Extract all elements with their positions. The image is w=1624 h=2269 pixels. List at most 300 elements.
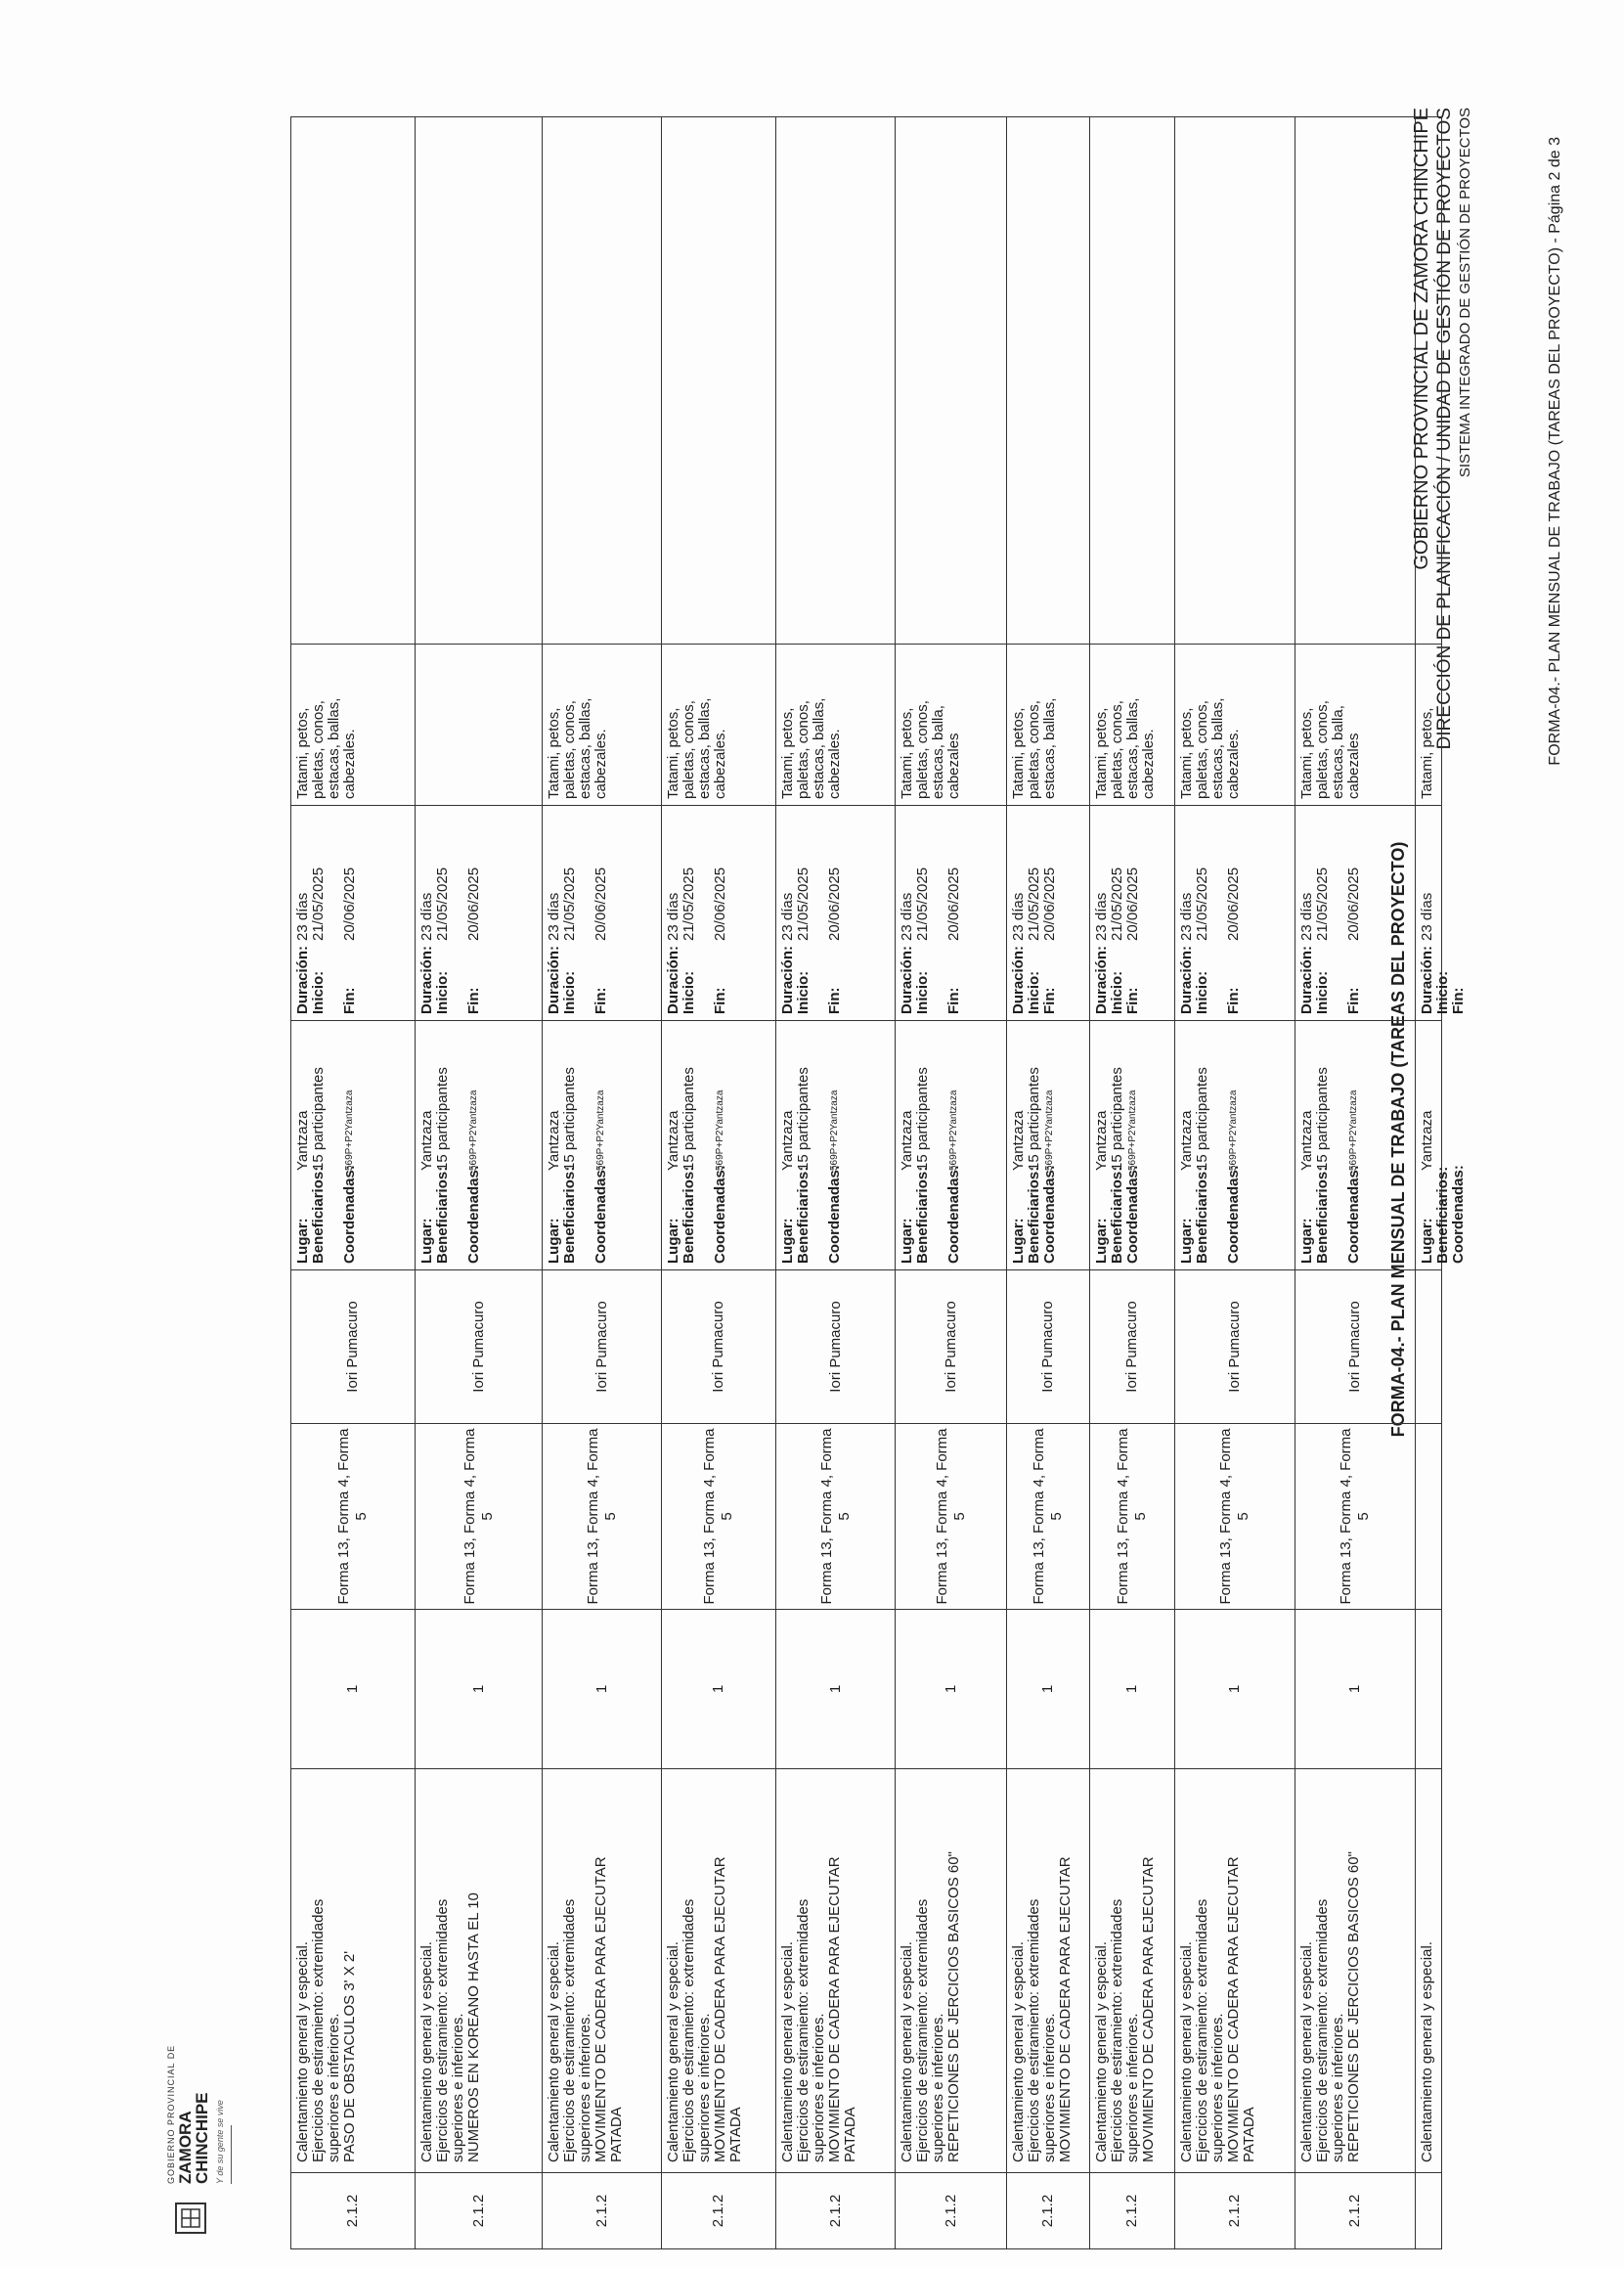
activity-line: REPETICIONES DE JERCICIOS BASICOS 60"	[1345, 1851, 1362, 2162]
activity-line: Calentamiento general y especial.	[899, 1941, 915, 2162]
coordenadas-label: Coordenadas:	[1225, 1165, 1242, 1264]
logo-name-line1: ZAMORA	[176, 2111, 195, 2184]
inicio-value: 21/05/2025	[1026, 867, 1042, 941]
duracion-value: 23 días	[546, 892, 562, 941]
responsible-cell: Iori Pumacuro	[776, 1270, 895, 1424]
responsible-cell: Iori Pumacuro	[416, 1270, 542, 1424]
fin-label: Fin:	[1124, 987, 1141, 1014]
quantity-cell: 1	[416, 1610, 542, 1769]
location-cell	[776, 1021, 895, 1270]
material-line: Tatami, petos,	[546, 707, 562, 799]
observations-cell	[776, 117, 895, 645]
lugar-value: Yantzaza	[294, 1110, 311, 1171]
coordenadas-label: Coordenadas:	[945, 1165, 962, 1264]
activity-cell	[1416, 1769, 1441, 2173]
logo-underline	[231, 2125, 232, 2184]
duracion-label: Duración:	[294, 945, 311, 1014]
lugar-value: Yantzaza	[1419, 1110, 1435, 1171]
beneficiarios-label: Beneficiarios:	[1109, 1166, 1125, 1264]
beneficiarios-label: Beneficiarios:	[1194, 1166, 1210, 1264]
observations-cell	[1175, 117, 1295, 645]
activity-line: MOVIMIENTO DE CADERA PARA EJECUTAR	[1057, 1856, 1074, 2162]
logo-caption: GOBIERNO PROVINCIAL DE	[166, 2044, 176, 2184]
inicio-label: Inicio:	[310, 970, 327, 1014]
coordenadas-label: Coordenadas:	[826, 1165, 843, 1264]
materials-cell	[416, 645, 542, 806]
material-line: estacas, balla,	[930, 705, 946, 799]
responsible-cell: Iori Pumacuro	[543, 1270, 661, 1424]
activity-line: NUMEROS EN KOREANO HASTA EL 10	[465, 1892, 482, 2162]
location-cell	[1090, 1021, 1174, 1270]
coordenadas-label: Coordenadas:	[341, 1165, 358, 1264]
duracion-label: Duración:	[779, 945, 796, 1014]
duracion-value: 23 días	[899, 892, 915, 941]
observations-cell	[1416, 117, 1441, 645]
activity-line: Ejercicios de estiramiento: extremidades	[795, 1898, 812, 2162]
schedule-cell	[662, 806, 775, 1021]
duracion-value: 23 días	[1419, 892, 1435, 941]
beneficiarios-label: Beneficiarios:	[795, 1166, 812, 1264]
fin-label: Fin:	[1041, 987, 1058, 1014]
material-line: paletas, conos,	[795, 700, 812, 799]
activity-line: Ejercicios de estiramiento: extremidades	[1109, 1898, 1125, 2162]
inicio-value: 21/05/2025	[1109, 867, 1125, 941]
location-cell	[896, 1021, 1006, 1270]
page-footer: FORMA-04.- PLAN MENSUAL DE TRABAJO (TAREAS DEL PROYECTO) - Página 2 de 3	[1547, 137, 1563, 766]
quantity-cell: 1	[1175, 1610, 1295, 1769]
duracion-label: Duración:	[1178, 945, 1195, 1014]
task-code: 2.1.2	[543, 2173, 661, 2249]
coordenadas-label: Coordenadas:	[1450, 1165, 1467, 1264]
beneficiarios-value: 15 participantes	[795, 1067, 812, 1171]
material-line: cabezales	[1345, 733, 1362, 799]
duracion-label: Duración:	[1419, 945, 1435, 1014]
duracion-value: 23 días	[418, 892, 435, 941]
material-line: estacas, balla,	[1330, 705, 1346, 799]
fin-label: Fin:	[341, 987, 358, 1014]
inicio-value: 21/05/2025	[1194, 867, 1210, 941]
activity-line: superiores e inferiores.	[450, 2013, 466, 2162]
beneficiarios-label: Beneficiarios:	[680, 1166, 697, 1264]
verification-cell: Forma 13, Forma 4, Forma 5	[1175, 1424, 1295, 1610]
lugar-label: Lugar:	[546, 1218, 562, 1264]
material-line: Tatami, petos,	[899, 707, 915, 799]
lugar-value: Yantzaza	[418, 1110, 435, 1171]
lugar-label: Lugar:	[1178, 1218, 1195, 1264]
quantity-cell: 1	[896, 1610, 1006, 1769]
duracion-label: Duración:	[665, 945, 681, 1014]
header-system: SISTEMA INTEGRADO DE GESTIÓN DE PROYECTOS	[1457, 108, 1473, 478]
duracion-label: Duración:	[899, 945, 915, 1014]
fin-label: Fin:	[465, 987, 482, 1014]
material-line: paletas, conos,	[1026, 700, 1042, 799]
observations-cell	[1295, 117, 1415, 645]
coordenadas-value: 569P+P2Yantzaza	[829, 1090, 840, 1171]
activity-cell	[896, 1769, 1006, 2173]
coordenadas-value: 569P+P2Yantzaza	[344, 1090, 355, 1171]
coordenadas-value: 569P+P2Yantzaza	[1348, 1090, 1359, 1171]
table-row	[662, 117, 776, 2249]
beneficiarios-value: 15 participantes	[1026, 1067, 1042, 1171]
seal-icon	[174, 2202, 207, 2235]
activity-line: Calentamiento general y especial.	[1010, 1941, 1027, 2162]
lugar-value: Yantzaza	[1298, 1110, 1315, 1171]
activity-line: PASO DE OBSTACULOS 3' X 2'	[341, 1950, 358, 2162]
activity-cell	[1090, 1769, 1174, 2173]
activity-cell	[776, 1769, 895, 2173]
responsible-cell: Iori Pumacuro	[1175, 1270, 1295, 1424]
coordenadas-value: 569P+P2Yantzaza	[468, 1090, 479, 1171]
activity-line: Ejercicios de estiramiento: extremidades	[434, 1898, 451, 2162]
material-line: paletas, conos,	[680, 700, 697, 799]
activity-line: MOVIMIENTO DE CADERA PARA EJECUTAR	[593, 1856, 609, 2162]
task-code: 2.1.2	[1175, 2173, 1295, 2249]
inicio-value: 21/05/2025	[561, 867, 578, 941]
beneficiarios-value: 15 participantes	[434, 1067, 451, 1171]
duracion-value: 23 días	[665, 892, 681, 941]
task-code	[1416, 2173, 1441, 2249]
fin-label: Fin:	[1450, 987, 1467, 1014]
material-line: Tatami, petos,	[1093, 707, 1110, 799]
activity-line: Ejercicios de estiramiento: extremidades	[680, 1898, 697, 2162]
task-code: 2.1.2	[416, 2173, 542, 2249]
fin-value: 20/06/2025	[465, 867, 482, 941]
inicio-label: Inicio:	[680, 970, 697, 1014]
schedule-cell	[776, 806, 895, 1021]
materials-cell	[1007, 645, 1089, 806]
quantity-cell	[1416, 1610, 1441, 1769]
activity-line: PATADA	[842, 2107, 858, 2162]
lugar-value: Yantzaza	[546, 1110, 562, 1171]
task-code: 2.1.2	[896, 2173, 1006, 2249]
activity-cell	[662, 1769, 775, 2173]
material-line: paletas, conos,	[914, 700, 931, 799]
verification-cell: Forma 13, Forma 4, Forma 5	[662, 1424, 775, 1610]
materials-cell	[543, 645, 661, 806]
inicio-label: Inicio:	[434, 970, 451, 1014]
location-cell	[662, 1021, 775, 1270]
lugar-label: Lugar:	[418, 1218, 435, 1264]
lugar-label: Lugar:	[1010, 1218, 1027, 1264]
verification-cell: Forma 13, Forma 4, Forma 5	[776, 1424, 895, 1610]
coordenadas-label: Coordenadas:	[1124, 1165, 1141, 1264]
header-direction: DIRECCIÓN DE PLANIFICACIÓN / UNIDAD DE GESTIÓN DE PROYECTOS	[1434, 108, 1455, 750]
verification-cell: Forma 13, Forma 4, Forma 5	[1090, 1424, 1174, 1610]
lugar-label: Lugar:	[294, 1218, 311, 1264]
quantity-cell: 1	[543, 1610, 661, 1769]
inicio-label: Inicio:	[795, 970, 812, 1014]
observations-cell	[662, 117, 775, 645]
table-row	[1007, 117, 1090, 2249]
quantity-cell: 1	[776, 1610, 895, 1769]
material-line: paletas, conos,	[1314, 700, 1331, 799]
activity-line: Calentamiento general y especial.	[546, 1941, 562, 2162]
coordenadas-value: 569P+P2Yantzaza	[948, 1090, 959, 1171]
observations-cell	[1090, 117, 1174, 645]
beneficiarios-label: Beneficiarios:	[914, 1166, 931, 1264]
schedule-cell	[1007, 806, 1089, 1021]
duracion-value: 23 días	[779, 892, 796, 941]
material-line: estacas, ballas,	[1209, 697, 1226, 799]
location-cell	[291, 1021, 415, 1270]
verification-cell	[1416, 1424, 1441, 1610]
activity-line: superiores e inferiores.	[930, 2013, 946, 2162]
coordenadas-value: 569P+P2Yantzaza	[595, 1090, 606, 1171]
inicio-value: 21/05/2025	[310, 867, 327, 941]
responsible-cell: Iori Pumacuro	[896, 1270, 1006, 1424]
lugar-value: Yantzaza	[1010, 1110, 1027, 1171]
coordenadas-value: 569P+P2Yantzaza	[715, 1090, 725, 1171]
coordenadas-label: Coordenadas:	[712, 1165, 728, 1264]
beneficiarios-label: Beneficiarios:	[310, 1166, 327, 1264]
activity-cell	[1007, 1769, 1089, 2173]
inicio-label: Inicio:	[1026, 970, 1042, 1014]
material-line: Tatami, petos,	[1298, 707, 1315, 799]
activity-line: Ejercicios de estiramiento: extremidades	[561, 1898, 578, 2162]
material-line: paletas, conos,	[310, 700, 327, 799]
inicio-value: 21/05/2025	[795, 867, 812, 941]
beneficiarios-value: 15 participantes	[680, 1067, 697, 1171]
table-row	[1090, 117, 1175, 2249]
schedule-cell	[896, 806, 1006, 1021]
material-line: estacas, ballas,	[326, 697, 342, 799]
schedule-cell	[543, 806, 661, 1021]
logo-slogan: Y de su gente se vive	[215, 2100, 225, 2184]
lugar-value: Yantzaza	[665, 1110, 681, 1171]
task-code: 2.1.2	[662, 2173, 775, 2249]
inicio-label: Inicio:	[561, 970, 578, 1014]
duracion-label: Duración:	[1010, 945, 1027, 1014]
schedule-cell	[1416, 806, 1467, 1021]
material-line: paletas, conos,	[1109, 700, 1125, 799]
materials-cell	[1090, 645, 1174, 806]
inicio-value: 21/05/2025	[1314, 867, 1331, 941]
inicio-value: 21/05/2025	[914, 867, 931, 941]
activity-line: Ejercicios de estiramiento: extremidades	[914, 1898, 931, 2162]
activity-line: superiores e inferiores.	[1330, 2013, 1346, 2162]
lugar-value: Yantzaza	[1093, 1110, 1110, 1171]
materials-cell	[776, 645, 895, 806]
materials-cell	[1295, 645, 1415, 806]
material-line: estacas, ballas,	[1124, 697, 1141, 799]
materials-cell	[896, 645, 1006, 806]
task-code: 2.1.2	[1090, 2173, 1174, 2249]
material-line: cabezales.	[712, 729, 728, 799]
location-cell	[1175, 1021, 1295, 1270]
responsible-cell: Iori Pumacuro	[1295, 1270, 1415, 1424]
table-row	[1175, 117, 1295, 2249]
header-government: GOBIERNO PROVINCIAL DE ZAMORA CHINCHIPE	[1411, 108, 1432, 570]
verification-cell: Forma 13, Forma 4, Forma 5	[416, 1424, 542, 1610]
activity-line: Calentamiento general y especial.	[1298, 1941, 1315, 2162]
responsible-cell: Iori Pumacuro	[662, 1270, 775, 1424]
material-line: paletas, conos,	[1194, 700, 1210, 799]
quantity-cell: 1	[291, 1610, 415, 1769]
fin-label: Fin:	[826, 987, 843, 1014]
fin-label: Fin:	[593, 987, 609, 1014]
activity-line: superiores e inferiores.	[1209, 2013, 1226, 2162]
materials-cell	[1416, 645, 1441, 806]
activity-line: superiores e inferiores.	[1041, 2013, 1058, 2162]
lugar-label: Lugar:	[1298, 1218, 1315, 1264]
material-line: cabezales.	[341, 729, 358, 799]
duracion-label: Duración:	[1093, 945, 1110, 1014]
schedule-cell	[416, 806, 542, 1021]
responsible-cell: Iori Pumacuro	[1090, 1270, 1174, 1424]
activity-line: superiores e inferiores.	[326, 2013, 342, 2162]
table-row	[543, 117, 662, 2249]
activity-line: PATADA	[608, 2107, 625, 2162]
material-line: estacas, ballas,	[696, 697, 713, 799]
fin-value: 20/06/2025	[593, 867, 609, 941]
beneficiarios-label: Beneficiarios:	[1026, 1166, 1042, 1264]
material-line: Tatami, petos,	[779, 707, 796, 799]
location-cell	[416, 1021, 542, 1270]
fin-label: Fin:	[945, 987, 962, 1014]
lugar-value: Yantzaza	[899, 1110, 915, 1171]
verification-cell: Forma 13, Forma 4, Forma 5	[1295, 1424, 1415, 1610]
schedule-cell	[1090, 806, 1174, 1021]
location-cell	[1295, 1021, 1415, 1270]
material-line: estacas, ballas,	[1041, 697, 1058, 799]
coordenadas-label: Coordenadas:	[465, 1165, 482, 1264]
activity-line: Calentamiento general y especial.	[1419, 1941, 1435, 2162]
materials-cell	[662, 645, 775, 806]
coordenadas-label: Coordenadas:	[1345, 1165, 1362, 1264]
material-line: Tatami, petos,	[294, 707, 311, 799]
beneficiarios-label: Beneficiarios:	[1434, 1166, 1451, 1264]
inicio-value: 21/05/2025	[434, 867, 451, 941]
activity-line: Calentamiento general y especial.	[1178, 1941, 1195, 2162]
material-line: cabezales.	[826, 729, 843, 799]
quantity-cell: 1	[1295, 1610, 1415, 1769]
observations-cell	[896, 117, 1006, 645]
beneficiarios-value: 15 participantes	[1109, 1067, 1125, 1171]
location-cell	[543, 1021, 661, 1270]
observations-cell	[291, 117, 415, 645]
task-code: 2.1.2	[776, 2173, 895, 2249]
activity-line: Calentamiento general y especial.	[418, 1941, 435, 2162]
verification-cell: Forma 13, Forma 4, Forma 5	[1007, 1424, 1089, 1610]
coordenadas-value: 569P+P2Yantzaza	[1228, 1090, 1239, 1171]
activity-line: PATADA	[1241, 2107, 1257, 2162]
quantity-cell: 1	[1007, 1610, 1089, 1769]
inicio-label: Inicio:	[914, 970, 931, 1014]
task-code: 2.1.2	[1295, 2173, 1415, 2249]
beneficiarios-value: 15 participantes	[914, 1067, 931, 1171]
duracion-value: 23 días	[1093, 892, 1110, 941]
quantity-cell: 1	[1090, 1610, 1174, 1769]
duracion-value: 23 días	[1010, 892, 1027, 941]
material-line: Tatami, petos,	[1178, 707, 1195, 799]
lugar-value: Yantzaza	[779, 1110, 796, 1171]
inicio-label: Inicio:	[1109, 970, 1125, 1014]
activity-line: MOVIMIENTO DE CADERA PARA EJECUTAR	[1140, 1856, 1157, 2162]
inicio-label: Inicio:	[1194, 970, 1210, 1014]
activity-line: Calentamiento general y especial.	[665, 1941, 681, 2162]
fin-label: Fin:	[1225, 987, 1242, 1014]
duracion-value: 23 días	[294, 892, 311, 941]
material-line: estacas, ballas,	[811, 697, 827, 799]
table-row	[896, 117, 1007, 2249]
table-row	[416, 117, 543, 2249]
task-code: 2.1.2	[291, 2173, 415, 2249]
fin-value: 20/06/2025	[1124, 867, 1141, 941]
material-line: Tatami, petos,	[1419, 707, 1435, 799]
logo-name-line2: CHINCHIPE	[193, 2092, 211, 2184]
activity-line: Calentamiento general y especial.	[1093, 1941, 1110, 2162]
beneficiarios-label: Beneficiarios:	[434, 1166, 451, 1264]
fin-label: Fin:	[712, 987, 728, 1014]
activity-cell	[1175, 1769, 1295, 2173]
lugar-value: Yantzaza	[1178, 1110, 1195, 1171]
observations-cell	[543, 117, 661, 645]
lugar-label: Lugar:	[1419, 1218, 1435, 1264]
quantity-cell: 1	[662, 1610, 775, 1769]
coordenadas-value: 569P+P2Yantzaza	[1127, 1090, 1138, 1171]
inicio-value: 21/05/2025	[680, 867, 697, 941]
activity-line: MOVIMIENTO DE CADERA PARA EJECUTAR	[712, 1856, 728, 2162]
lugar-label: Lugar:	[779, 1218, 796, 1264]
table-row	[1295, 117, 1416, 2249]
material-line: cabezales.	[1140, 729, 1157, 799]
table-row	[291, 117, 416, 2249]
activity-line: Calentamiento general y especial.	[294, 1941, 311, 2162]
activity-line: Ejercicios de estiramiento: extremidades	[1026, 1898, 1042, 2162]
beneficiarios-value: 15 participantes	[1314, 1067, 1331, 1171]
material-line: estacas, ballas,	[577, 697, 593, 799]
fin-value: 20/06/2025	[1041, 867, 1058, 941]
coordenadas-label: Coordenadas:	[1041, 1165, 1058, 1264]
beneficiarios-label: Beneficiarios:	[561, 1166, 578, 1264]
fin-value: 20/06/2025	[1345, 867, 1362, 941]
activity-line: MOVIMIENTO DE CADERA PARA EJECUTAR	[826, 1856, 843, 2162]
fin-value: 20/06/2025	[826, 867, 843, 941]
material-line: paletas, conos,	[561, 700, 578, 799]
activity-line: Ejercicios de estiramiento: extremidades	[1194, 1898, 1210, 2162]
duracion-value: 23 días	[1178, 892, 1195, 941]
fin-value: 20/06/2025	[712, 867, 728, 941]
activity-line: REPETICIONES DE JERCICIOS BASICOS 60"	[945, 1851, 962, 2162]
fin-value: 20/06/2025	[341, 867, 358, 941]
activity-line: Ejercicios de estiramiento: extremidades	[310, 1898, 327, 2162]
observations-cell	[416, 117, 542, 645]
responsible-cell	[1416, 1270, 1441, 1424]
table-row	[776, 117, 896, 2249]
material-line: cabezales.	[1225, 729, 1242, 799]
activity-line: superiores e inferiores.	[577, 2013, 593, 2162]
verification-cell: Forma 13, Forma 4, Forma 5	[543, 1424, 661, 1610]
schedule-cell	[291, 806, 415, 1021]
schedule-cell	[1175, 806, 1295, 1021]
task-code: 2.1.2	[1007, 2173, 1089, 2249]
material-line: cabezales.	[593, 729, 609, 799]
observations-cell	[1007, 117, 1089, 645]
activity-cell	[1295, 1769, 1415, 2173]
verification-cell: Forma 13, Forma 4, Forma 5	[291, 1424, 415, 1610]
fin-value: 20/06/2025	[945, 867, 962, 941]
activity-line: MOVIMIENTO DE CADERA PARA EJECUTAR	[1225, 1856, 1242, 2162]
location-cell	[1416, 1021, 1467, 1270]
activity-line: superiores e inferiores.	[1124, 2013, 1141, 2162]
material-line: Tatami, petos,	[1010, 707, 1027, 799]
coordenadas-value: 569P+P2Yantzaza	[1044, 1090, 1055, 1171]
beneficiarios-value: 15 participantes	[1194, 1067, 1210, 1171]
activity-cell	[416, 1769, 542, 2173]
coordenadas-label: Coordenadas:	[593, 1165, 609, 1264]
fin-value: 20/06/2025	[1225, 867, 1242, 941]
inicio-label: Inicio:	[1314, 970, 1331, 1014]
